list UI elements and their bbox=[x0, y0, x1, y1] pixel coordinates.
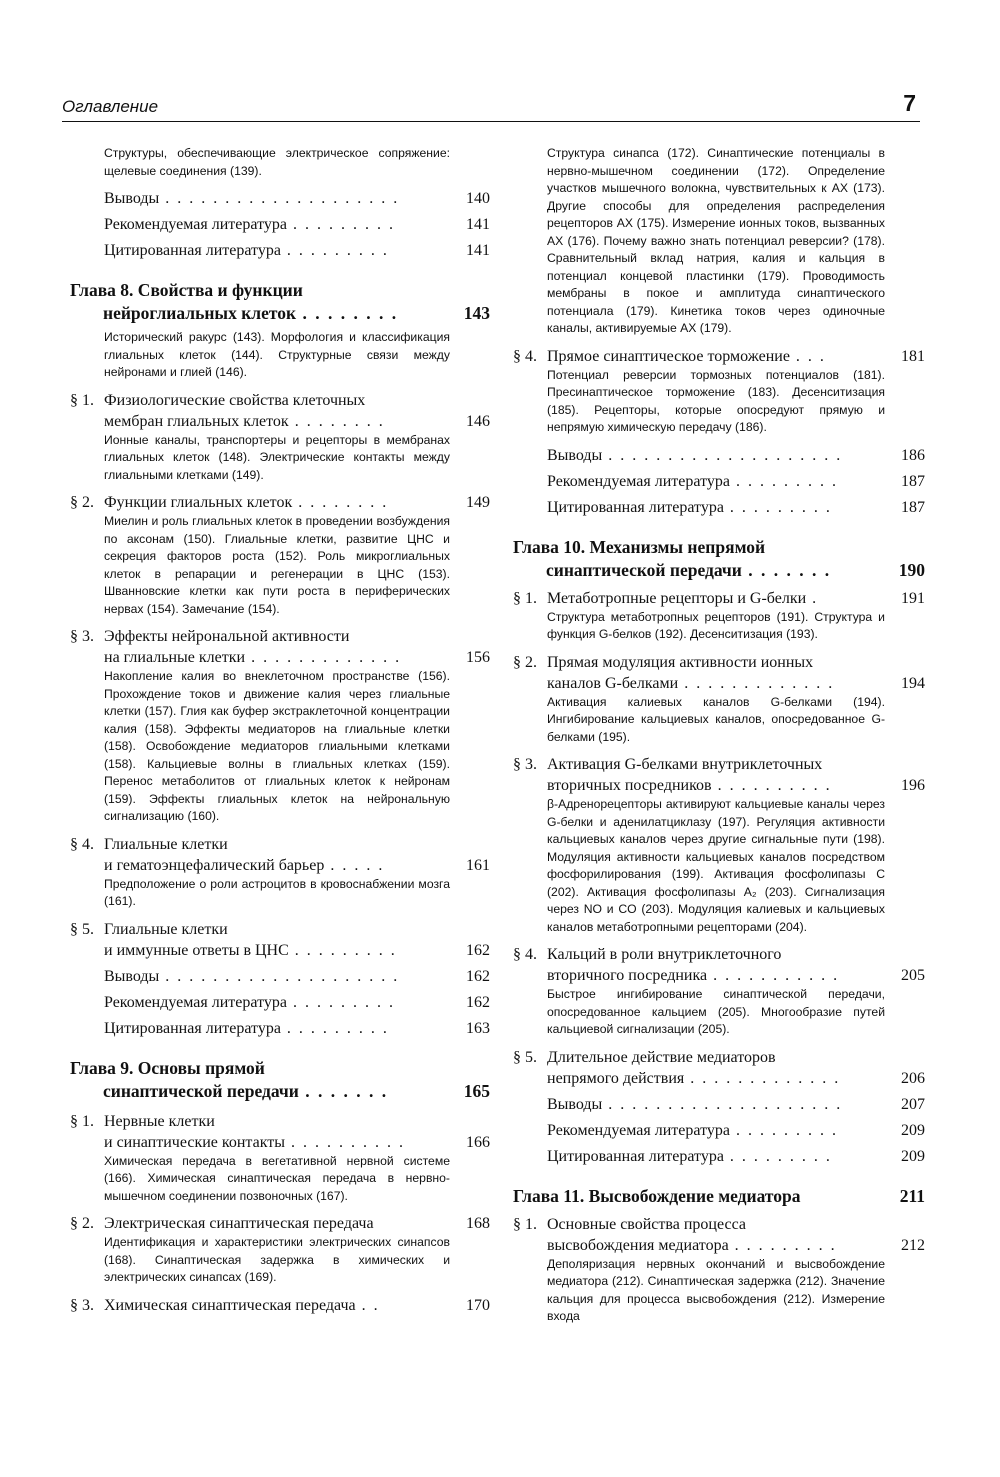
page-ref: 168 bbox=[466, 1215, 490, 1232]
section-heading[interactable]: § 5. Длительное действие медиаторов непрямого действия . . . . . . . . . . . . . 206 bbox=[513, 1048, 925, 1087]
toc-note: Активация калиевых каналов G-белками (194). Ингибирование кальциевых каналов, опосредованное G-белками (195). bbox=[547, 694, 885, 744]
toc-note: β-Адренорецепторы активируют кальциевые каналы через G-белки и аденилатциклазу (197). Регуляция активности кальциевых каналов через другие сигнальные пути (198). Модуляция активности кальциевых каналов посредством фосфорилирования (199). Активация фосфолипазы C (202). Активация фосфолипазы A₂ (203). Сигнализация через NO и CO (203). Модуляция калиевых и кальциевых каналов метаботропными рецепторами (204). bbox=[547, 797, 885, 934]
left-column bbox=[70, 145, 490, 1316]
toc-note: Структуры, обеспечивающие электрическое сопряжение: щелевые соединения (139). bbox=[104, 146, 450, 178]
toc-note: Потенциал реверсии тормозных потенциалов (181). Пресинаптическое торможение (183). Десенситизация (185). Рецепторы, которые опосредуют прямую и непрямую химическую передачу (186). bbox=[547, 367, 885, 434]
toc-item[interactable]: Цитированная литература . . . . . . . . . 187 bbox=[547, 498, 925, 516]
page-ref: 209 bbox=[901, 1121, 925, 1139]
section-heading[interactable]: § 4. Кальций в роли внутриклеточного вторичного посредника . . . . . . . . . . . 205 bbox=[513, 946, 925, 984]
page-ref: 143 bbox=[463, 303, 490, 323]
page-ref: 161 bbox=[466, 856, 490, 874]
page-ref: 163 bbox=[466, 1019, 490, 1037]
toc-item[interactable]: Рекомендуемая литература . . . . . . . . . 187 bbox=[547, 472, 925, 490]
page-ref: 206 bbox=[901, 1069, 925, 1087]
header-title: Оглавление bbox=[62, 97, 159, 116]
page-ref: 162 bbox=[466, 967, 490, 985]
toc-item[interactable]: Рекомендуемая литература . . . . . . . . . 141 bbox=[104, 216, 490, 233]
page-ref: 156 bbox=[466, 649, 490, 666]
toc-item[interactable]: Цитированная литература . . . . . . . . . 141 bbox=[104, 242, 490, 259]
page-ref: 165 bbox=[463, 1080, 490, 1101]
section-heading[interactable]: § 3. Активация G-белками внутриклеточных вторичных посредников . . . . . . . . . . 196 bbox=[513, 756, 925, 794]
toc-item[interactable]: Выводы . . . . . . . . . . . . . . . . . . . . 162 bbox=[104, 967, 490, 985]
section-heading[interactable]: § 1. Нервные клетки и синаптические контакты . . . . . . . . . . 166 bbox=[70, 1112, 490, 1151]
toc-note: Структура метаботропных рецепторов (191). Структура и функция G-белков (192). Десенситизация (193). bbox=[547, 609, 885, 641]
section-heading[interactable]: § 2. Прямая модуляция активности ионных каналов G-белками . . . . . . . . . . . . . 194 bbox=[513, 653, 925, 692]
page-ref: 205 bbox=[901, 967, 925, 984]
page-ref: 141 bbox=[466, 242, 490, 259]
page-number: 7 bbox=[903, 90, 916, 116]
chapter-heading[interactable]: Глава 8. Свойства и функции нейроглиальных клеток . . . . . . . . 143 bbox=[70, 280, 490, 323]
toc-item[interactable]: Цитированная литература . . . . . . . . . 209 bbox=[547, 1147, 925, 1165]
page-ref: 196 bbox=[901, 777, 925, 794]
section-heading[interactable]: § 1. Основные свойства процесса высвобождения медиатора . . . . . . . . . 212 bbox=[513, 1215, 925, 1254]
page-ref: 211 bbox=[899, 1185, 925, 1206]
chapter-heading[interactable]: Глава 10. Механизмы непрямой синаптической передачи . . . . . . . 190 bbox=[513, 536, 925, 580]
page-ref: 187 bbox=[901, 472, 925, 490]
page-ref: 190 bbox=[898, 559, 925, 580]
page-header bbox=[62, 88, 920, 122]
toc-item[interactable]: Рекомендуемая литература . . . . . . . . . 162 bbox=[104, 993, 490, 1011]
page-ref: 191 bbox=[901, 589, 925, 607]
toc-note: Идентификация и характеристики электрических синапсов (168). Синаптическая задержка в химических и электрических синапсах (169). bbox=[104, 1235, 450, 1284]
chapter-heading[interactable]: Глава 11. Высвобождение медиатора 211 bbox=[513, 1185, 925, 1206]
page-ref: 170 bbox=[466, 1296, 490, 1314]
section-heading[interactable]: § 5. Глиальные клетки и иммунные ответы в ЦНС . . . . . . . . . 162 bbox=[70, 920, 490, 959]
chapter-heading[interactable]: Глава 9. Основы прямой синаптической передачи . . . . . . . 165 bbox=[70, 1057, 490, 1101]
section-heading[interactable]: § 2. Функции глиальных клеток . . . . . . . . 149 bbox=[70, 494, 490, 511]
page-ref: 146 bbox=[466, 412, 490, 430]
page-ref: 140 bbox=[466, 190, 490, 207]
section-heading[interactable]: § 3. Химическая синаптическая передача . . 170 bbox=[70, 1296, 490, 1314]
page-ref: 212 bbox=[901, 1236, 925, 1254]
toc-note: Структура синапса (172). Синаптические потенциалы в нервно-мышечном соединении (172). Определение участков мышечного волокна, чувствительных к АХ (173). Другие способы для определения распределения рецепторов АХ (175). Измерение ионных токов, вызванных АХ (176). Почему важно знать потенциал реверсии? (178). Сравнительный вклад натрия, калия и кальция в потенциал концевой пластинки (179). Проводимость мембраны в покое и амплитуда синаптического потенциала (179). Кинетика токов через одиночные каналы, активируемые АХ (179). bbox=[547, 146, 885, 335]
toc-note: Накопление калия во внеклеточном пространстве (156). Прохождение токов и движение калия через глиальные клетки (157). Глия как буфер экстраклеточной концентрации калия (158). Эффекты медиаторов на глиальные клетки (158). Освобождение медиаторов глиальными клетками (158). Кальциевые волны в глиальных клетках (159). Перенос метаболитов от глиальных клеток к нейронам (159). Эффекты глиальных клеток на нейрональную сигнализацию (160). bbox=[104, 669, 450, 823]
section-heading[interactable]: § 4. Глиальные клетки и гематоэнцефалический барьер . . . . . 161 bbox=[70, 835, 490, 874]
section-heading[interactable]: § 2. Электрическая синаптическая передача 168 bbox=[70, 1215, 490, 1232]
toc-note: Химическая передача в вегетативной нервной системе (166). Химическая синаптическая передача в нервно-мышечном соединении позвоночных (167). bbox=[104, 1153, 450, 1203]
page-ref: 141 bbox=[466, 216, 490, 233]
page-ref: 162 bbox=[466, 993, 490, 1011]
page-ref: 186 bbox=[901, 446, 925, 464]
toc-note: Деполяризация нервных окончаний и высвобождение медиатора (212). Синаптическая задержка (212). Значение кальция для процесса высвобождения (212). Измерение входа bbox=[547, 1256, 885, 1323]
section-heading[interactable]: § 1. Физиологические свойства клеточных мембран глиальных клеток . . . . . . . . 146 bbox=[70, 391, 490, 430]
toc-note: Миелин и роль глиальных клеток в проведении возбуждения по аксонам (150). Глиальные клетки, развитие ЦНС и секреция факторов роста (152). Роль микроглиальных клеток в репарации и регенерации в ЦНС (153). Шванновские клетки как пути роста в периферических нервах (154). Замечание (154). bbox=[104, 514, 450, 616]
toc-item[interactable]: Выводы . . . . . . . . . . . . . . . . . . . . 207 bbox=[547, 1095, 925, 1113]
page-ref: 181 bbox=[901, 347, 925, 365]
toc-note: Предположение о роли астроцитов в кровоснабжении мозга (161). bbox=[104, 876, 450, 908]
toc-note: Исторический ракурс (143). Морфология и классификация глиальных клеток (144). Структурные связи между нейронами и глией (146). bbox=[104, 330, 450, 379]
toc-note: Быстрое ингибирование синаптической передачи, опосредованное кальцием (205). Многообразие путей кальциевой сигнализации (205). bbox=[547, 987, 885, 1036]
page-ref: 209 bbox=[901, 1147, 925, 1165]
section-heading[interactable]: § 3. Эффекты нейрональной активности на глиальные клетки . . . . . . . . . . . . . 156 bbox=[70, 628, 490, 666]
toc-item[interactable]: Выводы . . . . . . . . . . . . . . . . . . . . 140 bbox=[104, 190, 490, 207]
toc-item[interactable]: Выводы . . . . . . . . . . . . . . . . . . . . 186 bbox=[547, 446, 925, 464]
toc-item[interactable]: Рекомендуемая литература . . . . . . . . . 209 bbox=[547, 1121, 925, 1139]
toc-item[interactable]: Цитированная литература . . . . . . . . . 163 bbox=[104, 1019, 490, 1037]
section-heading[interactable]: § 4. Прямое синаптическое торможение . . . 181 bbox=[513, 347, 925, 365]
section-heading[interactable]: § 1. Метаботропные рецепторы и G-белки . 191 bbox=[513, 589, 925, 607]
page-ref: 166 bbox=[466, 1133, 490, 1151]
toc-note: Ионные каналы, транспортеры и рецепторы в мембранах глиальных клеток (148). Электрические контакты между глиальными клетками (149). bbox=[104, 432, 450, 482]
page-ref: 194 bbox=[901, 674, 925, 692]
right-column bbox=[513, 145, 925, 1326]
page-ref: 162 bbox=[466, 941, 490, 959]
page-ref: 207 bbox=[901, 1095, 925, 1113]
page-ref: 149 bbox=[466, 494, 490, 511]
page-ref: 187 bbox=[901, 498, 925, 516]
